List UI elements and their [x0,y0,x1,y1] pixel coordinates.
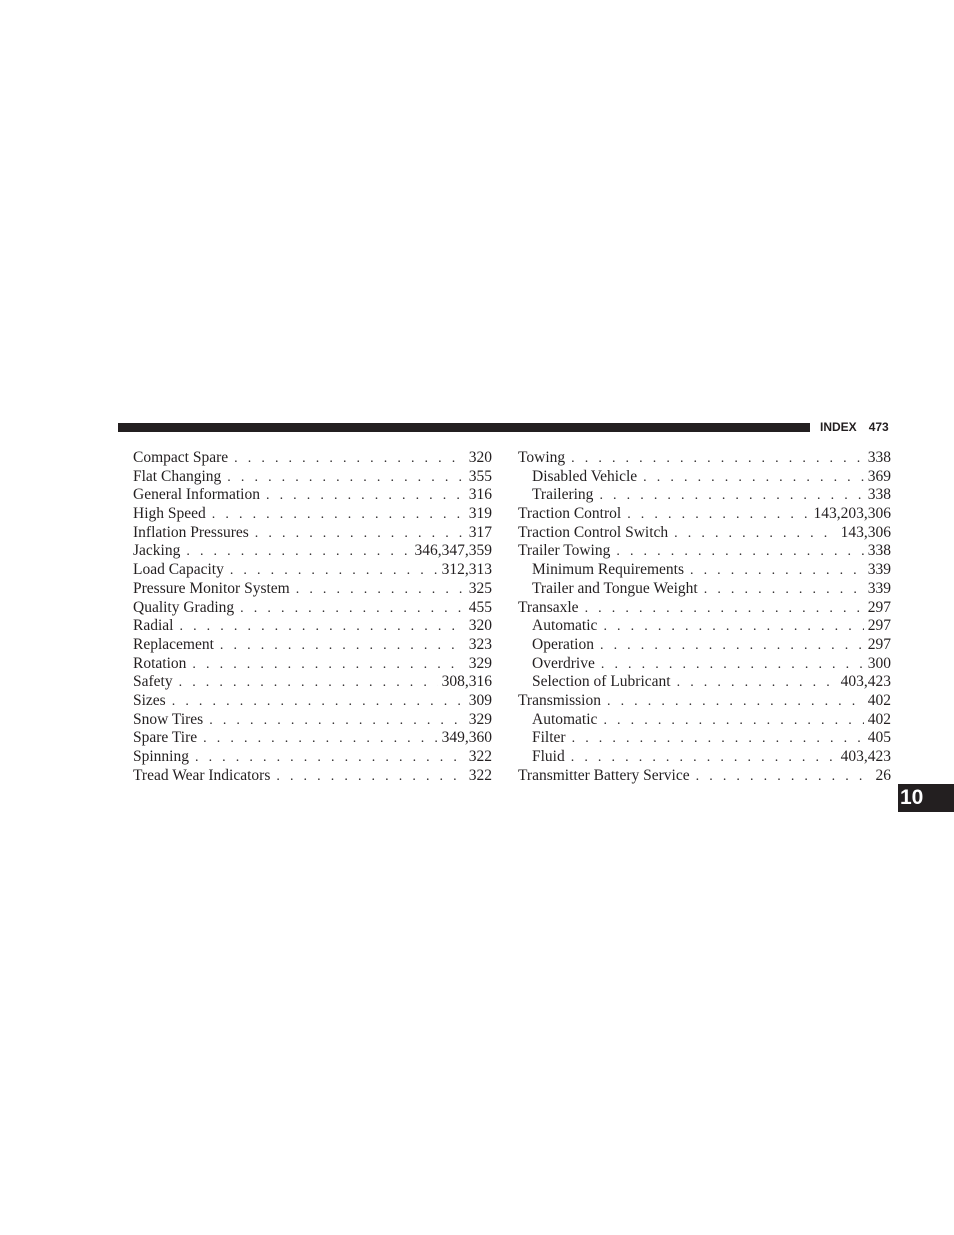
page-reference: 338 [867,542,891,560]
index-entry [133,767,492,786]
page-reference: 317 [468,523,492,541]
page-reference: 320 [468,617,492,635]
page-reference: 339 [867,561,891,579]
page-reference: 309 [468,691,492,709]
index-term: Replacement [133,635,214,653]
dot-leader [690,562,864,580]
index-subentry [518,748,891,767]
index-term: Load Capacity [133,561,224,579]
index-term: Transmitter Battery Service [518,766,690,784]
dot-leader [603,618,863,636]
header-rule [118,423,810,432]
index-column-left [133,449,492,785]
page-reference: 338 [867,449,891,466]
dot-leader [599,487,863,505]
index-entry [133,486,492,505]
index-term: Pressure Monitor System [133,579,290,597]
dot-leader [585,600,864,618]
dot-leader [203,730,437,748]
index-subentry [518,580,891,599]
page-reference: 320 [468,449,492,466]
index-entry [133,673,492,692]
index-entry [518,524,891,543]
dot-leader [179,674,438,692]
dot-leader [704,581,864,599]
dot-leader [572,730,864,748]
index-entry [133,561,492,580]
index-subentry [518,617,891,636]
index-entry [518,449,891,468]
index-entry [133,505,492,524]
index-term: Selection of Lubricant [532,673,671,691]
page-reference: 297 [867,598,891,616]
index-entry [133,692,492,711]
index-term: Filter [532,729,566,747]
dot-leader [255,525,465,543]
page-reference: 403,423 [840,748,891,765]
index-term: Minimum Requirements [532,561,684,579]
index-term: Transaxle [518,598,579,616]
page-reference: 329 [468,710,492,728]
dot-leader [603,712,863,730]
dot-leader [192,656,464,674]
page-reference: 308,316 [441,673,492,691]
running-header [820,420,889,435]
dot-leader [600,637,864,655]
dot-leader [230,562,438,580]
page-reference: 26 [875,766,891,784]
index-entry [518,692,891,711]
index-entry [518,542,891,561]
index-subentry [518,468,891,487]
page-reference: 312,313 [441,561,492,579]
dot-leader [220,637,465,655]
index-term: Fluid [532,748,565,765]
chapter-tab: 10 [898,784,954,812]
index-entry [518,767,891,786]
page-reference: 316 [468,486,492,504]
index-term: Trailer and Tongue Weight [532,579,698,597]
index-term: Automatic [532,710,598,728]
page-reference: 319 [468,505,492,523]
index-entry [518,599,891,618]
dot-leader [276,768,464,786]
dot-leader [186,543,410,561]
dot-leader [571,749,837,767]
index-term: Rotation [133,654,187,672]
index-term: High Speed [133,505,206,523]
index-term: Tread Wear Indicators [133,766,271,784]
index-term: Compact Spare [133,449,229,466]
dot-leader [240,600,465,618]
dot-leader [674,525,836,543]
index-term: Quality Grading [133,598,235,616]
dot-leader [234,450,465,468]
page-reference: 329 [468,654,492,672]
index-term: Towing [518,449,566,466]
index-entry [133,748,492,767]
index-term: Trailering [532,486,594,504]
index-entry [133,711,492,730]
dot-leader [195,749,465,767]
index-subentry [518,711,891,730]
page-reference: 369 [867,467,891,485]
dot-leader [696,768,872,786]
page-reference: 325 [468,579,492,597]
page-reference: 143,203,306 [813,505,891,523]
index-term: Snow Tires [133,710,204,728]
index-term: Inflation Pressures [133,523,249,541]
index-term: Overdrive [532,654,595,672]
section-title: INDEX [820,420,857,434]
page-reference: 403,423 [840,673,891,691]
dot-leader [212,506,465,524]
index-subentry [518,673,891,692]
dot-leader [179,618,464,636]
dot-leader [571,450,864,468]
index-subentry [518,655,891,674]
index-entry [133,449,492,468]
index-entry [133,617,492,636]
index-term: Trailer Towing [518,542,611,560]
page-reference: 355 [468,467,492,485]
page-reference: 405 [867,729,891,747]
index-term: Transmission [518,691,601,709]
index-entry [133,542,492,561]
index-column-right [518,449,891,785]
page-reference: 322 [468,748,492,765]
index-term: Automatic [532,617,598,635]
dot-leader [296,581,465,599]
index-subentry [518,561,891,580]
index-term: Disabled Vehicle [532,467,638,485]
index-entry [133,599,492,618]
index-term: Traction Control Switch [518,523,669,541]
page-reference: 300 [867,654,891,672]
index-term: Operation [532,635,594,653]
index-subentry [518,729,891,748]
page-reference: 322 [468,766,492,784]
page-reference: 297 [867,635,891,653]
page-reference: 349,360 [441,729,492,747]
dot-leader [172,693,465,711]
index-term: Spare Tire [133,729,198,747]
dot-leader [209,712,465,730]
index-term: Radial [133,617,174,635]
index-entry [133,655,492,674]
index-subentry [518,636,891,655]
page-number: 473 [868,420,889,434]
index-entry [133,524,492,543]
index-term: Jacking [133,542,181,560]
index-entry [133,468,492,487]
index-term: Sizes [133,691,166,709]
index-entry [133,636,492,655]
dot-leader [627,506,809,524]
page-reference: 402 [867,691,891,709]
index-term: General Information [133,486,260,504]
dot-leader [227,469,464,487]
index-entry [518,505,891,524]
index-entry [133,580,492,599]
page-reference: 455 [468,598,492,616]
page-reference: 402 [867,710,891,728]
index-term: Safety [133,673,173,691]
dot-leader [643,469,864,487]
page-reference: 323 [468,635,492,653]
index-term: Flat Changing [133,467,222,485]
dot-leader [266,487,465,505]
dot-leader [616,543,863,561]
dot-leader [601,656,864,674]
index-term: Traction Control [518,505,622,523]
page-reference: 143,306 [840,523,891,541]
dot-leader [607,693,864,711]
page-reference: 338 [867,486,891,504]
page-reference: 346,347,359 [414,542,492,560]
page-reference: 297 [867,617,891,635]
index-term: Spinning [133,748,189,765]
index-subentry [518,486,891,505]
page-reference: 339 [867,579,891,597]
index-entry [133,729,492,748]
dot-leader [677,674,837,692]
